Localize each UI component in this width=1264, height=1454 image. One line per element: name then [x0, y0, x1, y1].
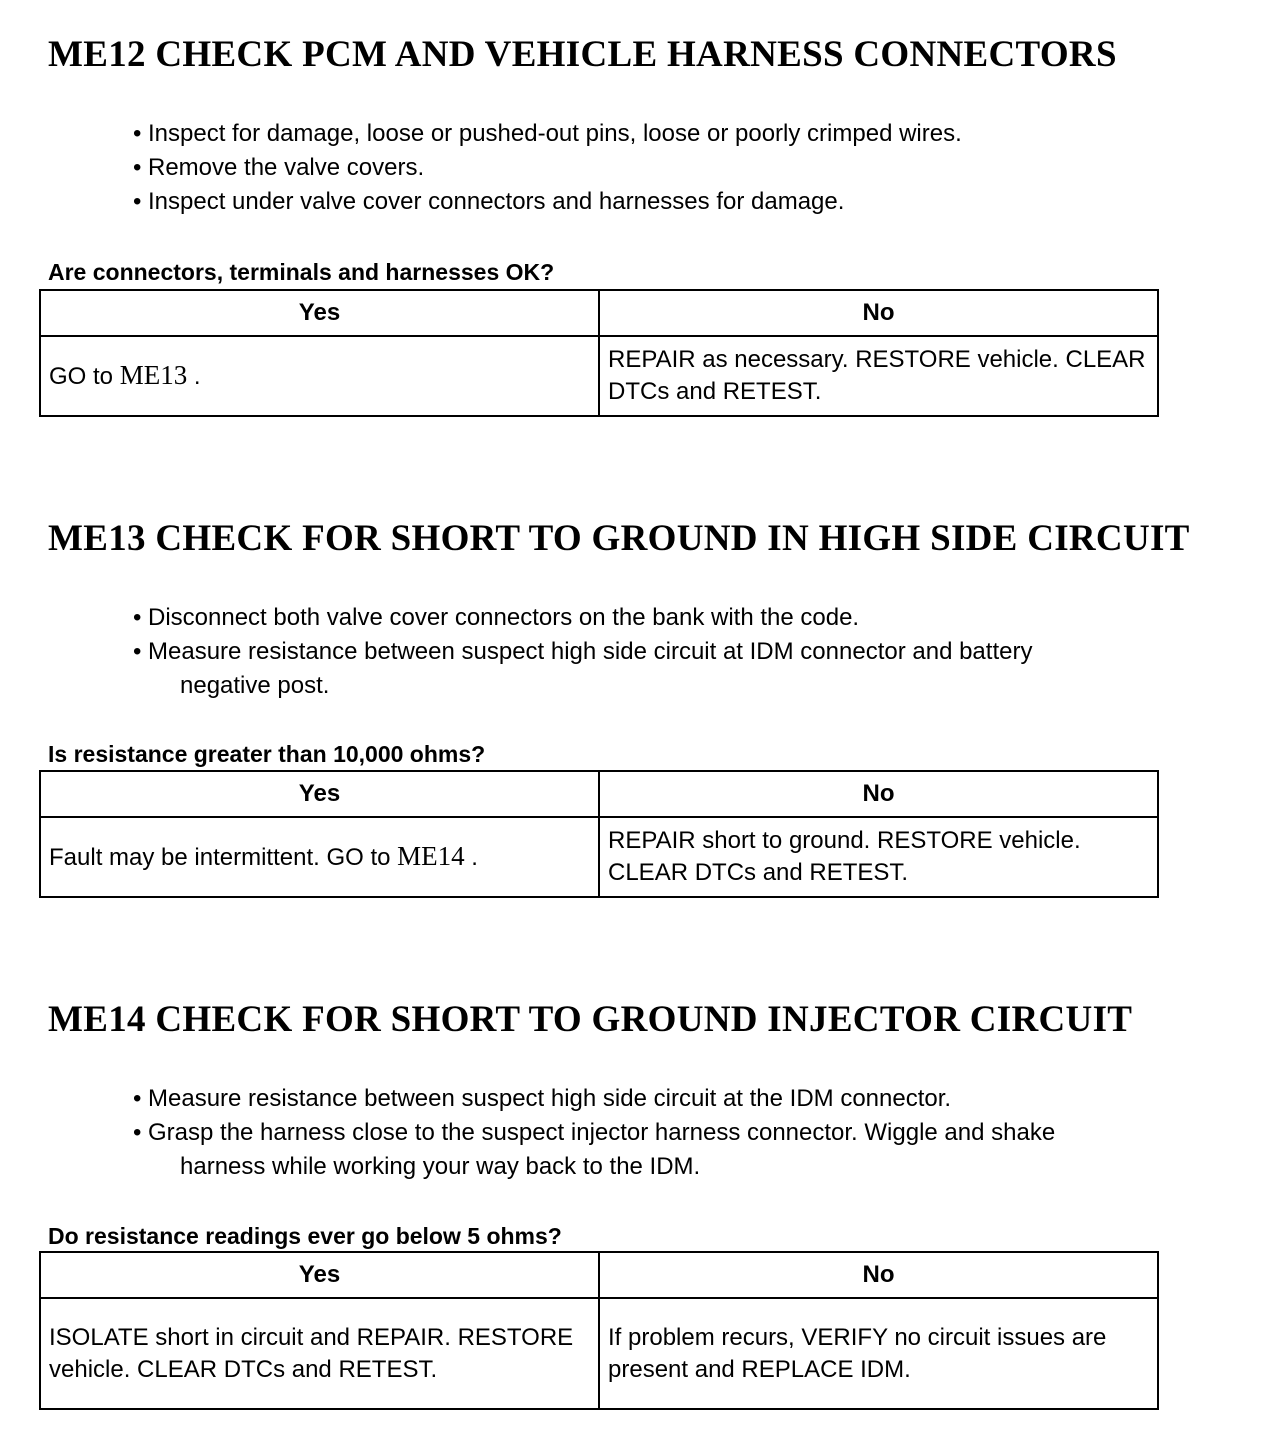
section-title: ME12 CHECK PCM AND VEHICLE HARNESS CONNECTORS [48, 34, 1117, 75]
yes-text: Fault may be intermittent. GO to [49, 844, 398, 871]
yes-header: Yes [40, 290, 599, 336]
no-header: No [599, 771, 1158, 817]
section-title: ME13 CHECK FOR SHORT TO GROUND IN HIGH SIDE CIRCUIT [48, 518, 1190, 559]
list-item [130, 151, 962, 185]
question: Are connectors, terminals and harnesses OK? [48, 259, 555, 285]
yes-text: GO to [49, 363, 120, 390]
decision-table [39, 289, 1159, 417]
list-item [130, 1116, 1055, 1184]
section-title: ME14 CHECK FOR SHORT TO GROUND INJECTOR CIRCUIT [48, 999, 1133, 1040]
bullet-continuation: harness while working your way back to the IDM. [180, 1153, 701, 1180]
list-item [130, 1082, 1055, 1116]
yes-header: Yes [40, 1252, 599, 1298]
no-header: No [599, 290, 1158, 336]
bullet-text: Inspect under valve cover connectors and harnesses for damage. [148, 188, 845, 215]
bullet-text: Disconnect both valve cover connectors on the bank with the code. [148, 604, 860, 631]
list-item [130, 185, 962, 219]
bullet-list [130, 1082, 1055, 1184]
bullet-list [130, 601, 1032, 703]
decision-table [39, 1251, 1159, 1410]
list-item [130, 601, 1032, 635]
no-cell: REPAIR short to ground. RESTORE vehicle. CLEAR DTCs and RETEST. [599, 817, 1158, 897]
bullet-list [130, 117, 962, 219]
bullet-icon: • [133, 638, 142, 665]
decision-table [39, 770, 1159, 898]
list-item [130, 635, 1032, 703]
bullet-text: Measure resistance between suspect high side circuit at the IDM connector. [148, 1085, 952, 1112]
yes-cell [40, 336, 599, 416]
bullet-text: Grasp the harness close to the suspect injector harness connector. Wiggle and shake [148, 1119, 1056, 1146]
no-cell: If problem recurs, VERIFY no circuit issues are present and REPLACE IDM. [599, 1298, 1158, 1409]
bullet-text: Measure resistance between suspect high side circuit at IDM connector and battery [148, 638, 1033, 665]
yes-header: Yes [40, 771, 599, 817]
bullet-text: Inspect for damage, loose or pushed-out pins, loose or poorly crimped wires. [148, 120, 962, 147]
bullet-icon: • [133, 188, 142, 215]
bullet-continuation: negative post. [180, 672, 330, 699]
bullet-icon: • [133, 1119, 142, 1146]
bullet-icon: • [133, 120, 142, 147]
no-header: No [599, 1252, 1158, 1298]
yes-cell [40, 817, 599, 897]
no-cell: REPAIR as necessary. RESTORE vehicle. CLEAR DTCs and RETEST. [599, 336, 1158, 416]
question: Do resistance readings ever go below 5 ohms? [48, 1223, 562, 1249]
goto-link[interactable]: ME14 [397, 841, 465, 871]
yes-text: ISOLATE short in circuit and REPAIR. RESTORE vehicle. CLEAR DTCs and RETEST. [49, 1323, 574, 1383]
question: Is resistance greater than 10,000 ohms? [48, 741, 486, 767]
bullet-icon: • [133, 1085, 142, 1112]
bullet-icon: • [133, 154, 142, 181]
yes-cell [40, 1298, 599, 1409]
list-item [130, 117, 962, 151]
yes-suffix: . [464, 844, 478, 871]
yes-suffix: . [187, 363, 201, 390]
bullet-icon: • [133, 604, 142, 631]
bullet-text: Remove the valve covers. [148, 154, 425, 181]
goto-link[interactable]: ME13 [119, 360, 188, 390]
